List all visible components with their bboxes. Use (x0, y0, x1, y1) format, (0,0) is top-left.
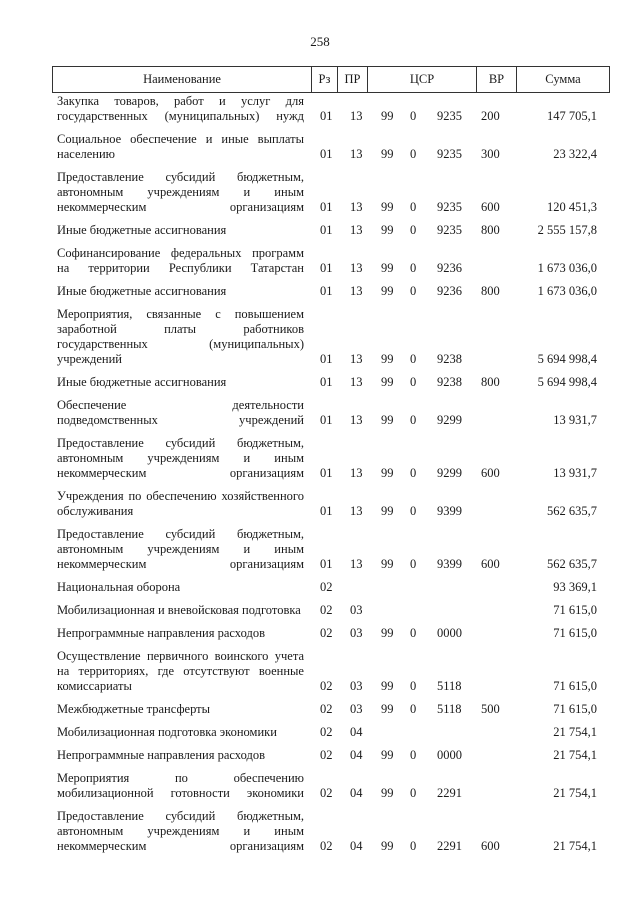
cell-csr-subprogram: 0 (410, 702, 417, 716)
row-name: Иные бюджетные ассигнования (57, 375, 227, 389)
cell-vr: 600 (481, 557, 500, 571)
cell-csr-program: 99 (381, 557, 394, 571)
cell-sum: 5 694 998,4 (537, 352, 597, 366)
cell-sum: 71 615,0 (553, 603, 597, 617)
cell-vr: 800 (481, 284, 500, 298)
cell-sum: 13 931,7 (553, 413, 597, 427)
cell-rz: 02 (320, 679, 333, 693)
table-row (0, 809, 640, 854)
cell-rz: 02 (320, 580, 333, 594)
cell-pr: 03 (350, 603, 363, 617)
cell-pr: 13 (350, 284, 363, 298)
table-row (0, 375, 640, 390)
cell-csr-direction: 0000 (437, 748, 462, 762)
cell-csr-subprogram: 0 (410, 352, 417, 366)
table-row (0, 398, 640, 428)
cell-sum: 21 754,1 (553, 725, 597, 739)
table-row (0, 223, 640, 238)
cell-sum: 147 705,1 (547, 109, 597, 123)
table-row (0, 132, 640, 162)
cell-csr-direction: 9238 (437, 352, 462, 366)
cell-sum: 71 615,0 (553, 702, 597, 716)
header-csr: ЦСР (368, 67, 477, 92)
cell-csr-program: 99 (381, 786, 394, 800)
cell-csr-direction: 2291 (437, 839, 462, 853)
cell-csr-subprogram: 0 (410, 626, 417, 640)
cell-csr-program: 99 (381, 284, 394, 298)
cell-sum: 21 754,1 (553, 839, 597, 853)
cell-csr-program: 99 (381, 702, 394, 716)
cell-csr-direction: 9236 (437, 284, 462, 298)
cell-sum: 93 369,1 (553, 580, 597, 594)
cell-sum: 5 694 998,4 (537, 375, 597, 389)
cell-csr-program: 99 (381, 413, 394, 427)
cell-csr-subprogram: 0 (410, 375, 417, 389)
cell-csr-direction: 0000 (437, 626, 462, 640)
header-vr: ВР (477, 67, 517, 92)
cell-pr: 04 (350, 786, 363, 800)
cell-pr: 13 (350, 200, 363, 214)
cell-rz: 01 (320, 375, 333, 389)
cell-csr-program: 99 (381, 352, 394, 366)
page-number: 258 (310, 34, 330, 49)
table-row (0, 603, 640, 618)
cell-csr-direction: 9235 (437, 223, 462, 237)
table-row (0, 284, 640, 299)
cell-csr-program: 99 (381, 466, 394, 480)
row-name: Закупка товаров, работ и услуг для государственных (муниципальных) нужд (57, 94, 304, 123)
cell-vr: 600 (481, 839, 500, 853)
cell-csr-program: 99 (381, 109, 394, 123)
cell-csr-subprogram: 0 (410, 223, 417, 237)
cell-rz: 01 (320, 352, 333, 366)
cell-pr: 13 (350, 413, 363, 427)
cell-csr-program: 99 (381, 375, 394, 389)
cell-rz: 01 (320, 223, 333, 237)
row-name: Обеспечение деятельности подведомственных учреждений (57, 398, 304, 427)
cell-csr-direction: 9399 (437, 504, 462, 518)
cell-csr-direction: 9299 (437, 466, 462, 480)
cell-csr-direction: 5118 (437, 679, 462, 693)
cell-sum: 1 673 036,0 (537, 261, 597, 275)
cell-csr-subprogram: 0 (410, 284, 417, 298)
row-name: Мероприятия, связанные с повышением заработной платы работников государственных (муниципальных) учреждений (57, 307, 304, 366)
cell-csr-direction: 9236 (437, 261, 462, 275)
row-name: Мероприятия по обеспечению мобилизационной готовности экономики (57, 771, 304, 800)
row-name: Социальное обеспечение и иные выплаты населению (57, 132, 304, 161)
cell-sum: 120 451,3 (547, 200, 597, 214)
cell-vr: 600 (481, 200, 500, 214)
cell-pr: 03 (350, 626, 363, 640)
cell-csr-program: 99 (381, 748, 394, 762)
cell-vr: 800 (481, 223, 500, 237)
cell-csr-program: 99 (381, 200, 394, 214)
cell-rz: 01 (320, 261, 333, 275)
cell-sum: 21 754,1 (553, 786, 597, 800)
cell-csr-direction: 9235 (437, 109, 462, 123)
row-name: Учреждения по обеспечению хозяйственного обслуживания (57, 489, 304, 518)
cell-pr: 04 (350, 839, 363, 853)
cell-sum: 562 635,7 (547, 504, 597, 518)
cell-sum: 13 931,7 (553, 466, 597, 480)
cell-csr-program: 99 (381, 504, 394, 518)
cell-pr: 03 (350, 679, 363, 693)
row-name: Предоставление субсидий бюджетным, автономным учреждениям и иным некоммерческим организациям (57, 527, 304, 571)
table-body (0, 94, 640, 862)
cell-vr: 800 (481, 375, 500, 389)
table-row (0, 436, 640, 481)
cell-rz: 01 (320, 200, 333, 214)
cell-csr-program: 99 (381, 626, 394, 640)
table-row (0, 626, 640, 641)
cell-pr: 04 (350, 748, 363, 762)
row-name: Мобилизационная и вневойсковая подготовка (57, 603, 301, 617)
row-name: Софинансирование федеральных программ на территории Республики Татарстан (57, 246, 304, 275)
cell-csr-subprogram: 0 (410, 109, 417, 123)
cell-pr: 13 (350, 223, 363, 237)
table-row (0, 725, 640, 740)
table-row (0, 649, 640, 694)
cell-sum: 2 555 157,8 (537, 223, 597, 237)
cell-vr: 500 (481, 702, 500, 716)
row-name: Непрограммные направления расходов (57, 748, 265, 762)
cell-vr: 300 (481, 147, 500, 161)
cell-csr-subprogram: 0 (410, 200, 417, 214)
cell-csr-subprogram: 0 (410, 839, 417, 853)
cell-csr-program: 99 (381, 839, 394, 853)
cell-csr-subprogram: 0 (410, 261, 417, 275)
cell-rz: 02 (320, 702, 333, 716)
table-row (0, 771, 640, 801)
cell-csr-subprogram: 0 (410, 466, 417, 480)
cell-sum: 1 673 036,0 (537, 284, 597, 298)
row-name: Непрограммные направления расходов (57, 626, 265, 640)
cell-vr: 200 (481, 109, 500, 123)
cell-csr-program: 99 (381, 147, 394, 161)
cell-pr: 13 (350, 147, 363, 161)
row-name: Предоставление субсидий бюджетным, автономным учреждениям и иным некоммерческим организациям (57, 170, 304, 214)
row-name: Межбюджетные трансферты (57, 702, 211, 716)
cell-pr: 13 (350, 504, 363, 518)
table-row (0, 702, 640, 717)
cell-csr-direction: 2291 (437, 786, 462, 800)
header-rz: Рз (312, 67, 338, 92)
cell-csr-direction: 9235 (437, 147, 462, 161)
cell-csr-program: 99 (381, 223, 394, 237)
cell-rz: 02 (320, 603, 333, 617)
cell-rz: 01 (320, 109, 333, 123)
header-sum: Сумма (545, 72, 581, 86)
cell-pr: 13 (350, 261, 363, 275)
cell-pr: 13 (350, 375, 363, 389)
table-row (0, 748, 640, 763)
table-row (0, 580, 640, 595)
row-name: Предоставление субсидий бюджетным, автономным учреждениям и иным некоммерческим организациям (57, 436, 304, 480)
cell-sum: 23 322,4 (553, 147, 597, 161)
cell-pr: 03 (350, 702, 363, 716)
cell-rz: 01 (320, 147, 333, 161)
cell-csr-program: 99 (381, 261, 394, 275)
cell-csr-direction: 5118 (437, 702, 462, 716)
cell-rz: 02 (320, 725, 333, 739)
header-name: Наименование (53, 67, 312, 92)
row-name: Предоставление субсидий бюджетным, автономным учреждениям и иным некоммерческим организациям (57, 809, 304, 853)
cell-rz: 01 (320, 466, 333, 480)
row-name: Иные бюджетные ассигнования (57, 223, 227, 237)
cell-csr-subprogram: 0 (410, 147, 417, 161)
cell-sum: 71 615,0 (553, 626, 597, 640)
cell-csr-subprogram: 0 (410, 786, 417, 800)
table-row (0, 246, 640, 276)
table-header (52, 66, 610, 93)
cell-pr: 04 (350, 725, 363, 739)
cell-csr-direction: 9399 (437, 557, 462, 571)
cell-pr: 13 (350, 352, 363, 366)
header-pr: ПР (338, 67, 368, 92)
table-row (0, 307, 640, 367)
cell-csr-subprogram: 0 (410, 679, 417, 693)
table-row (0, 489, 640, 519)
cell-csr-subprogram: 0 (410, 557, 417, 571)
row-name: Мобилизационная подготовка экономики (57, 725, 277, 739)
table-row (0, 94, 640, 124)
cell-csr-subprogram: 0 (410, 748, 417, 762)
cell-pr: 13 (350, 557, 363, 571)
cell-rz: 01 (320, 413, 333, 427)
table-row (0, 170, 640, 215)
cell-csr-program: 99 (381, 679, 394, 693)
cell-csr-subprogram: 0 (410, 504, 417, 518)
cell-sum: 562 635,7 (547, 557, 597, 571)
table-row (0, 527, 640, 572)
cell-rz: 02 (320, 839, 333, 853)
cell-rz: 01 (320, 284, 333, 298)
cell-csr-subprogram: 0 (410, 413, 417, 427)
cell-rz: 02 (320, 786, 333, 800)
row-name: Осуществление первичного воинского учета на территориях, где отсутствуют военные комиссариаты (57, 649, 304, 693)
row-name: Национальная оборона (57, 580, 181, 594)
cell-sum: 71 615,0 (553, 679, 597, 693)
cell-rz: 02 (320, 748, 333, 762)
cell-pr: 13 (350, 466, 363, 480)
cell-vr: 600 (481, 466, 500, 480)
cell-pr: 13 (350, 109, 363, 123)
cell-csr-direction: 9238 (437, 375, 462, 389)
cell-rz: 02 (320, 626, 333, 640)
row-name: Иные бюджетные ассигнования (57, 284, 227, 298)
cell-sum: 21 754,1 (553, 748, 597, 762)
cell-rz: 01 (320, 557, 333, 571)
cell-csr-direction: 9235 (437, 200, 462, 214)
cell-csr-direction: 9299 (437, 413, 462, 427)
cell-rz: 01 (320, 504, 333, 518)
